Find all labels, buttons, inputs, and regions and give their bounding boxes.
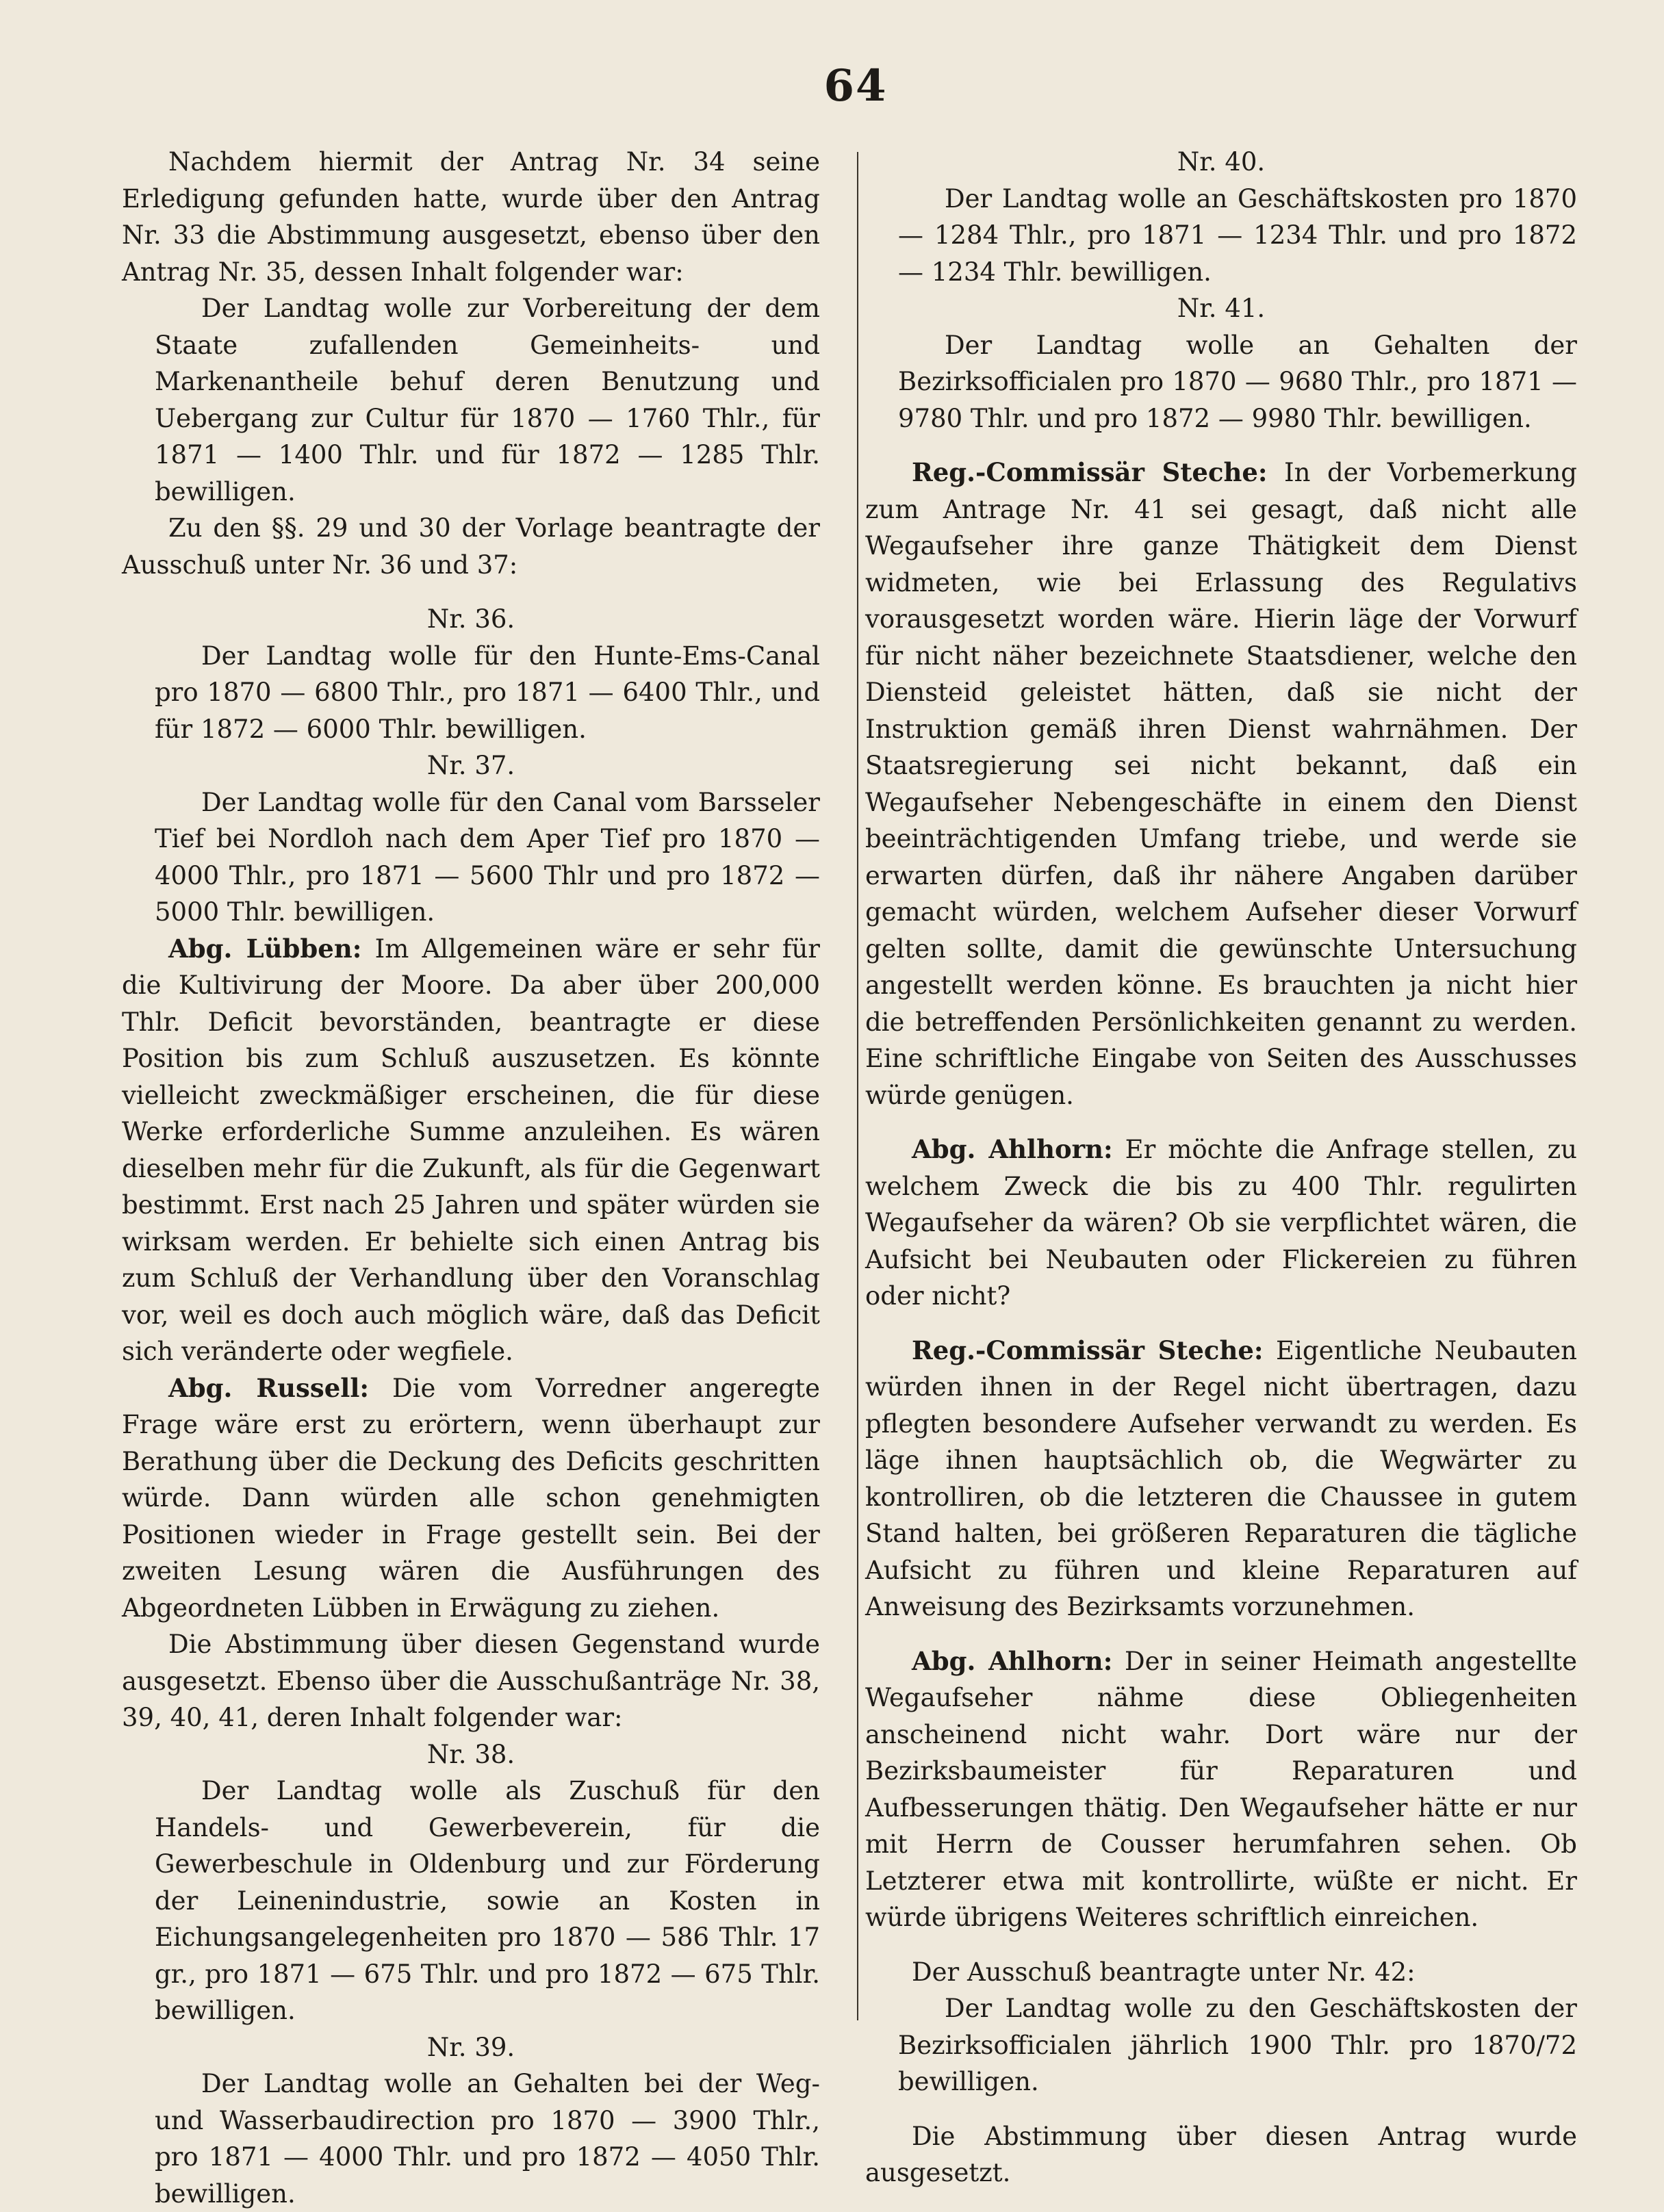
motion-number: Nr. 36.	[426, 604, 515, 634]
speech-paragraph	[122, 1370, 820, 1627]
motion-text: Der Landtag wolle für den Canal vom Barsseler Tief bei Nordloh nach dem Aper Tief pro 1870 — 4000 Thlr., pro 1871 — 5600 Thlr und pro 1872 — 5000 Thlr. bewilligen.	[155, 787, 820, 927]
left-column	[122, 144, 820, 2212]
paragraph: Die Abstimmung über diesen Gegenstand wurde ausgesetzt. Ebenso über die Ausschußanträge Nr. 38, 39, 40, 41, deren Inhalt folgender war:	[122, 1630, 820, 1732]
speech-text: Der in seiner Heimath angestellte Wegaufseher nähme diese Obliegenheiten anscheinend nicht wahr. Dort wäre nur der Bezirksbaumeister für Reparaturen und Aufbesserungen thätig. Den Wegaufseher hätte er nur mit Herrn de Cousser herumfahren sehen. Ob Letzterer etwa mit kontrollirte, wüßte er nicht. Er würde übrigens Weiteres schriftlich einreichen.	[865, 1646, 1577, 1932]
paragraph: Der Ausschuß beantragte unter Nr. 42:	[912, 1957, 1416, 1987]
speech-paragraph	[865, 454, 1577, 1114]
speaker-name: Reg.-Commissär Steche:	[912, 457, 1268, 487]
speaker-name: Abg. Ahlhorn:	[912, 1645, 1113, 1676]
column-divider	[857, 152, 858, 2020]
motion-text: Der Landtag wolle zu den Geschäftskosten der Bezirksofficialen jährlich 1900 Thlr. pro 1870/72 bewilligen.	[898, 1994, 1577, 2096]
motion-text: Der Landtag wolle an Gehalten bei der Weg- und Wasserbaudirection pro 1870 — 3900 Thlr., pro 1871 — 4000 Thlr. und pro 1872 — 4050 Thlr. bewilligen.	[155, 2069, 820, 2209]
motion-number: Nr. 40.	[1177, 147, 1266, 177]
speech-text: Eigentliche Neubauten würden ihnen in der Regel nicht übertragen, dazu pflegten besondere Aufseher verwandt zu werden. Es läge ihnen hauptsächlich ob, die Wegwärter zu kontrolliren, ob die letzteren die Chaussee in gutem Stand halten, bei größeren Reparaturen die tägliche Aufsicht zu führen und kleine Reparaturen auf Anweisung des Bezirksamts vorzunehmen.	[865, 1335, 1578, 1621]
motion-text: Der Landtag wolle an Gehalten der Bezirksofficialen pro 1870 — 9680 Thlr., pro 1871 — 9780 Thlr. und pro 1872 — 9980 Thlr. bewilligen.	[898, 330, 1577, 433]
page-number: 64	[823, 60, 888, 112]
speaker-name: Abg. Ahlhorn:	[912, 1134, 1113, 1164]
motion-number: Nr. 41.	[1177, 294, 1266, 323]
motion-text: Der Landtag wolle zur Vorbereitung der dem Staate zufallenden Gemeinheits- und Markenantheile behuf deren Benutzung und Uebergang zur Cultur für 1870 — 1760 Thlr., für 1871 — 1400 Thlr. und für 1872 — 1285 Thlr. bewilligen.	[155, 294, 820, 506]
motion-number: Nr. 38.	[426, 1739, 515, 1769]
right-column	[865, 144, 1577, 2191]
speech-paragraph	[865, 1333, 1577, 1625]
paragraph: Die Abstimmung über diesen Antrag wurde ausgesetzt.	[865, 2121, 1577, 2187]
speech-text: Die vom Vorredner angeregte Frage wäre erst zu erörtern, wenn überhaupt zur Berathung über die Deckung des Deficits geschritten würde. Dann würden alle schon genehmigten Positionen wieder in Frage gestellt sein. Bei der zweiten Lesung wären die Ausführungen des Abgeordneten Lübben in Erwägung zu ziehen.	[122, 1373, 820, 1623]
speaker-name: Abg. Lübben:	[168, 933, 362, 964]
speech-paragraph	[122, 931, 820, 1370]
motion-text: Der Landtag wolle an Geschäftskosten pro 1870 — 1284 Thlr., pro 1871 — 1234 Thlr. und pro 1872 — 1234 Thlr. bewilligen.	[898, 183, 1577, 287]
speaker-name: Reg.-Commissär Steche:	[912, 1335, 1264, 1365]
motion-number: Nr. 37.	[426, 751, 515, 780]
paragraph: Zu den §§. 29 und 30 der Vorlage beantragte der Ausschuß unter Nr. 36 und 37:	[122, 513, 820, 580]
speech-text: Im Allgemeinen wäre er sehr für die Kultivirung der Moore. Da aber über 200,000 Thlr. Deficit bevorständen, beantragte er diese Position bis zum Schluß auszusetzen. Es könnte vielleicht zweckmäßiger erscheinen, die für diese Werke erforderliche Summe anzuleihen. Es wären dieselben mehr für die Zukunft, als für die Gegenwart bestimmt. Erst nach 25 Jahren und später würden sie wirksam werden. Er behielte sich einen Antrag bis zum Schluß der Verhandlung über den Voranschlag vor, weil es doch auch möglich wäre, daß das Deficit sich veränderte oder wegfiele.	[122, 934, 820, 1366]
motion-number: Nr. 39.	[426, 2032, 515, 2062]
speech-text: In der Vorbemerkung zum Antrage Nr. 41 sei gesagt, daß nicht alle Wegaufseher ihre ganze Thätigkeit dem Dienst widmeten, wie bei Erlassung des Regulativs vorausgesetzt worden wäre. Hierin läge der Vorwurf für nicht näher bezeichnete Staatsdiener, welche den Diensteid geleistet hätten, daß sie nicht der Instruktion gemäß ihren Dienst wahrnähmen. Der Staatsregierung sei nicht bekannt, daß ein Wegaufseher Nebengeschäfte in einem den Dienst beeinträchtigenden Umfang triebe, und werde sie erwarten dürfen, daß ihr nähere Angaben darüber gemacht würden, welchem Aufseher dieser Vorwurf gelten sollte, damit die gewünschte Untersuchung angestellt werden könne. Es brauchten ja nicht hier die betreffenden Persönlichkeiten genannt zu werden. Eine schriftliche Eingabe von Seiten des Ausschusses würde genügen.	[865, 458, 1577, 1110]
speech-text: Er möchte die Anfrage stellen, zu welchem Zweck die bis zu 400 Thlr. regulirten Wegaufseher da wären? Ob sie verpflichtet wären, die Aufsicht bei Neubauten oder Flickereien zu führen oder nicht?	[865, 1135, 1577, 1311]
motion-text: Der Landtag wolle als Zuschuß für den Handels- und Gewerbeverein, für die Gewerbeschule in Oldenburg und zur Förderung der Leinenindustrie, sowie an Kosten in Eichungsangelegenheiten pro 1870 — 586 Thlr. 17 gr., pro 1871 — 675 Thlr. und pro 1872 — 675 Thlr. bewilligen.	[155, 1776, 820, 2025]
paragraph: Nachdem hiermit der Antrag Nr. 34 seine Erledigung gefunden hatte, wurde über den Antrag Nr. 33 die Abstimmung ausgesetzt, ebenso über den Antrag Nr. 35, dessen Inhalt folgender war:	[122, 147, 820, 287]
speech-paragraph	[865, 1131, 1577, 1315]
speaker-name: Abg. Russell:	[168, 1372, 370, 1403]
motion-text: Der Landtag wolle für den Hunte-Ems-Canal pro 1870 — 6800 Thlr., pro 1871 — 6400 Thlr., und für 1872 — 6000 Thlr. bewilligen.	[155, 641, 820, 744]
speech-paragraph	[865, 1643, 1577, 1936]
